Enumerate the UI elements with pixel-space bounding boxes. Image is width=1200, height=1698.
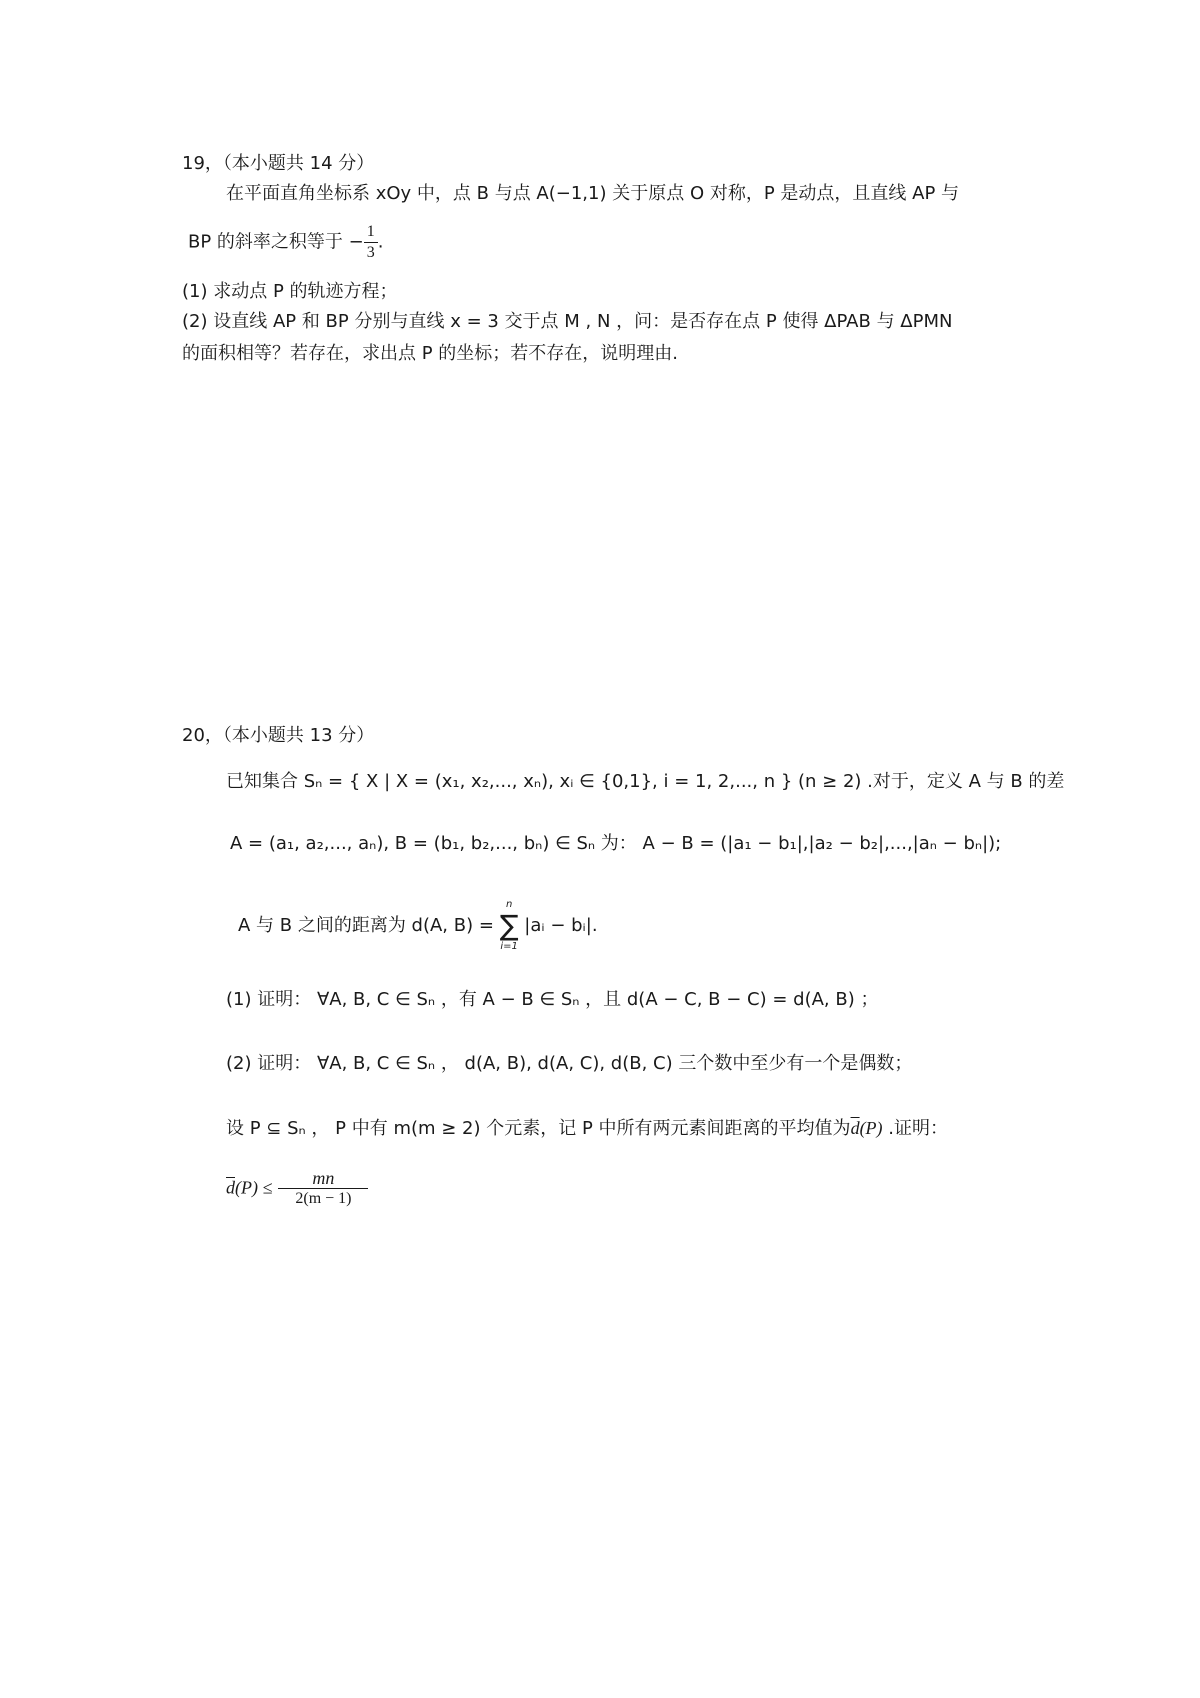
sum-upper-limit: n [505,899,513,910]
q20-inequality [226,1168,368,1209]
q19-statement-line1: 在平面直角坐标系 xOy 中，点 B 与点 A(−1,1) 关于原点 O 对称，P 是动点，且直线 AP 与 [226,183,960,204]
q20-inequality-arg: (P) ≤ [235,1177,273,1198]
q20-inequality-dbar: $\overline{d}$ [226,1177,235,1198]
q19-line2-text: BP 的斜率之积等于 − [188,231,364,253]
summation-symbol [500,898,519,954]
q20-part3-tail: .证明： [882,1118,948,1139]
q19-part2-line2: 的面积相等？若存在，求出点 P 的坐标；若不存在，说明理由. [182,343,679,364]
q20-part2: (2) 证明： ∀A, B, C ∈ Sₙ ， d(A, B), d(A, C), d(B, C) 三个数中至少有一个是偶数； [226,1053,913,1074]
q20-part3 [226,1116,948,1141]
q20-part3-text: 设 P ⊆ Sₙ ， P 中有 m(m ≥ 2) 个元素，记 P 中所有两元素间距离的平均值为 [226,1118,851,1139]
q20-heading: 20，（本小题共 13 分） [182,725,375,746]
q19-part1: (1) 求动点 P 的轨迹方程； [182,281,398,302]
q20-set-definition: 已知集合 Sₙ = { X | X = (x₁, x₂,..., xₙ), xᵢ ∈ {0,1}, i = 1, 2,..., n } (n ≥ 2) .对于，定义 A 与 B 的差 [226,771,1065,792]
q19-fraction-numerator: 1 [364,222,378,243]
q19-statement-line2 [188,222,383,263]
sum-sign: ∑ [499,909,519,942]
q19-fraction [364,222,378,263]
q19-fraction-denominator: 3 [366,244,375,261]
q20-part1: (1) 证明： ∀A, B, C ∈ Sₙ ，有 A − B ∈ Sₙ ，且 d(A − C, B − C) = d(A, B) ； [226,989,879,1010]
sum-lower-limit: i=1 [500,941,518,952]
q20-distance-definition [238,898,598,954]
q20-distance-text: A 与 B 之间的距离为 d(A, B) = [238,915,494,936]
q20-part3-dbar: $\overline{d}$ [850,1118,860,1138]
q20-fraction-numerator: mn [278,1168,368,1189]
q19-line2-period: . [377,231,384,253]
q20-part3-arg: (P) [859,1118,883,1138]
q20-inequality-fraction [278,1168,368,1209]
q20-difference-definition: A = (a₁, a₂,..., aₙ), B = (b₁, b₂,..., bₙ) ∈ Sₙ 为： A − B = (|a₁ − b₁|,|a₂ − b₂|,...,|aₙ − bₙ|); [230,833,1002,854]
q19-part2-line1: (2) 设直线 AP 和 BP 分别与直线 x = 3 交于点 M , N ，问：是否存在点 P 使得 ΔPAB 与 ΔPMN [182,311,953,332]
q20-fraction-denominator: 2(m − 1) [295,1190,352,1207]
q19-heading: 19，（本小题共 14 分） [182,153,375,174]
q20-distance-summand: |aᵢ − bᵢ|. [524,915,598,936]
